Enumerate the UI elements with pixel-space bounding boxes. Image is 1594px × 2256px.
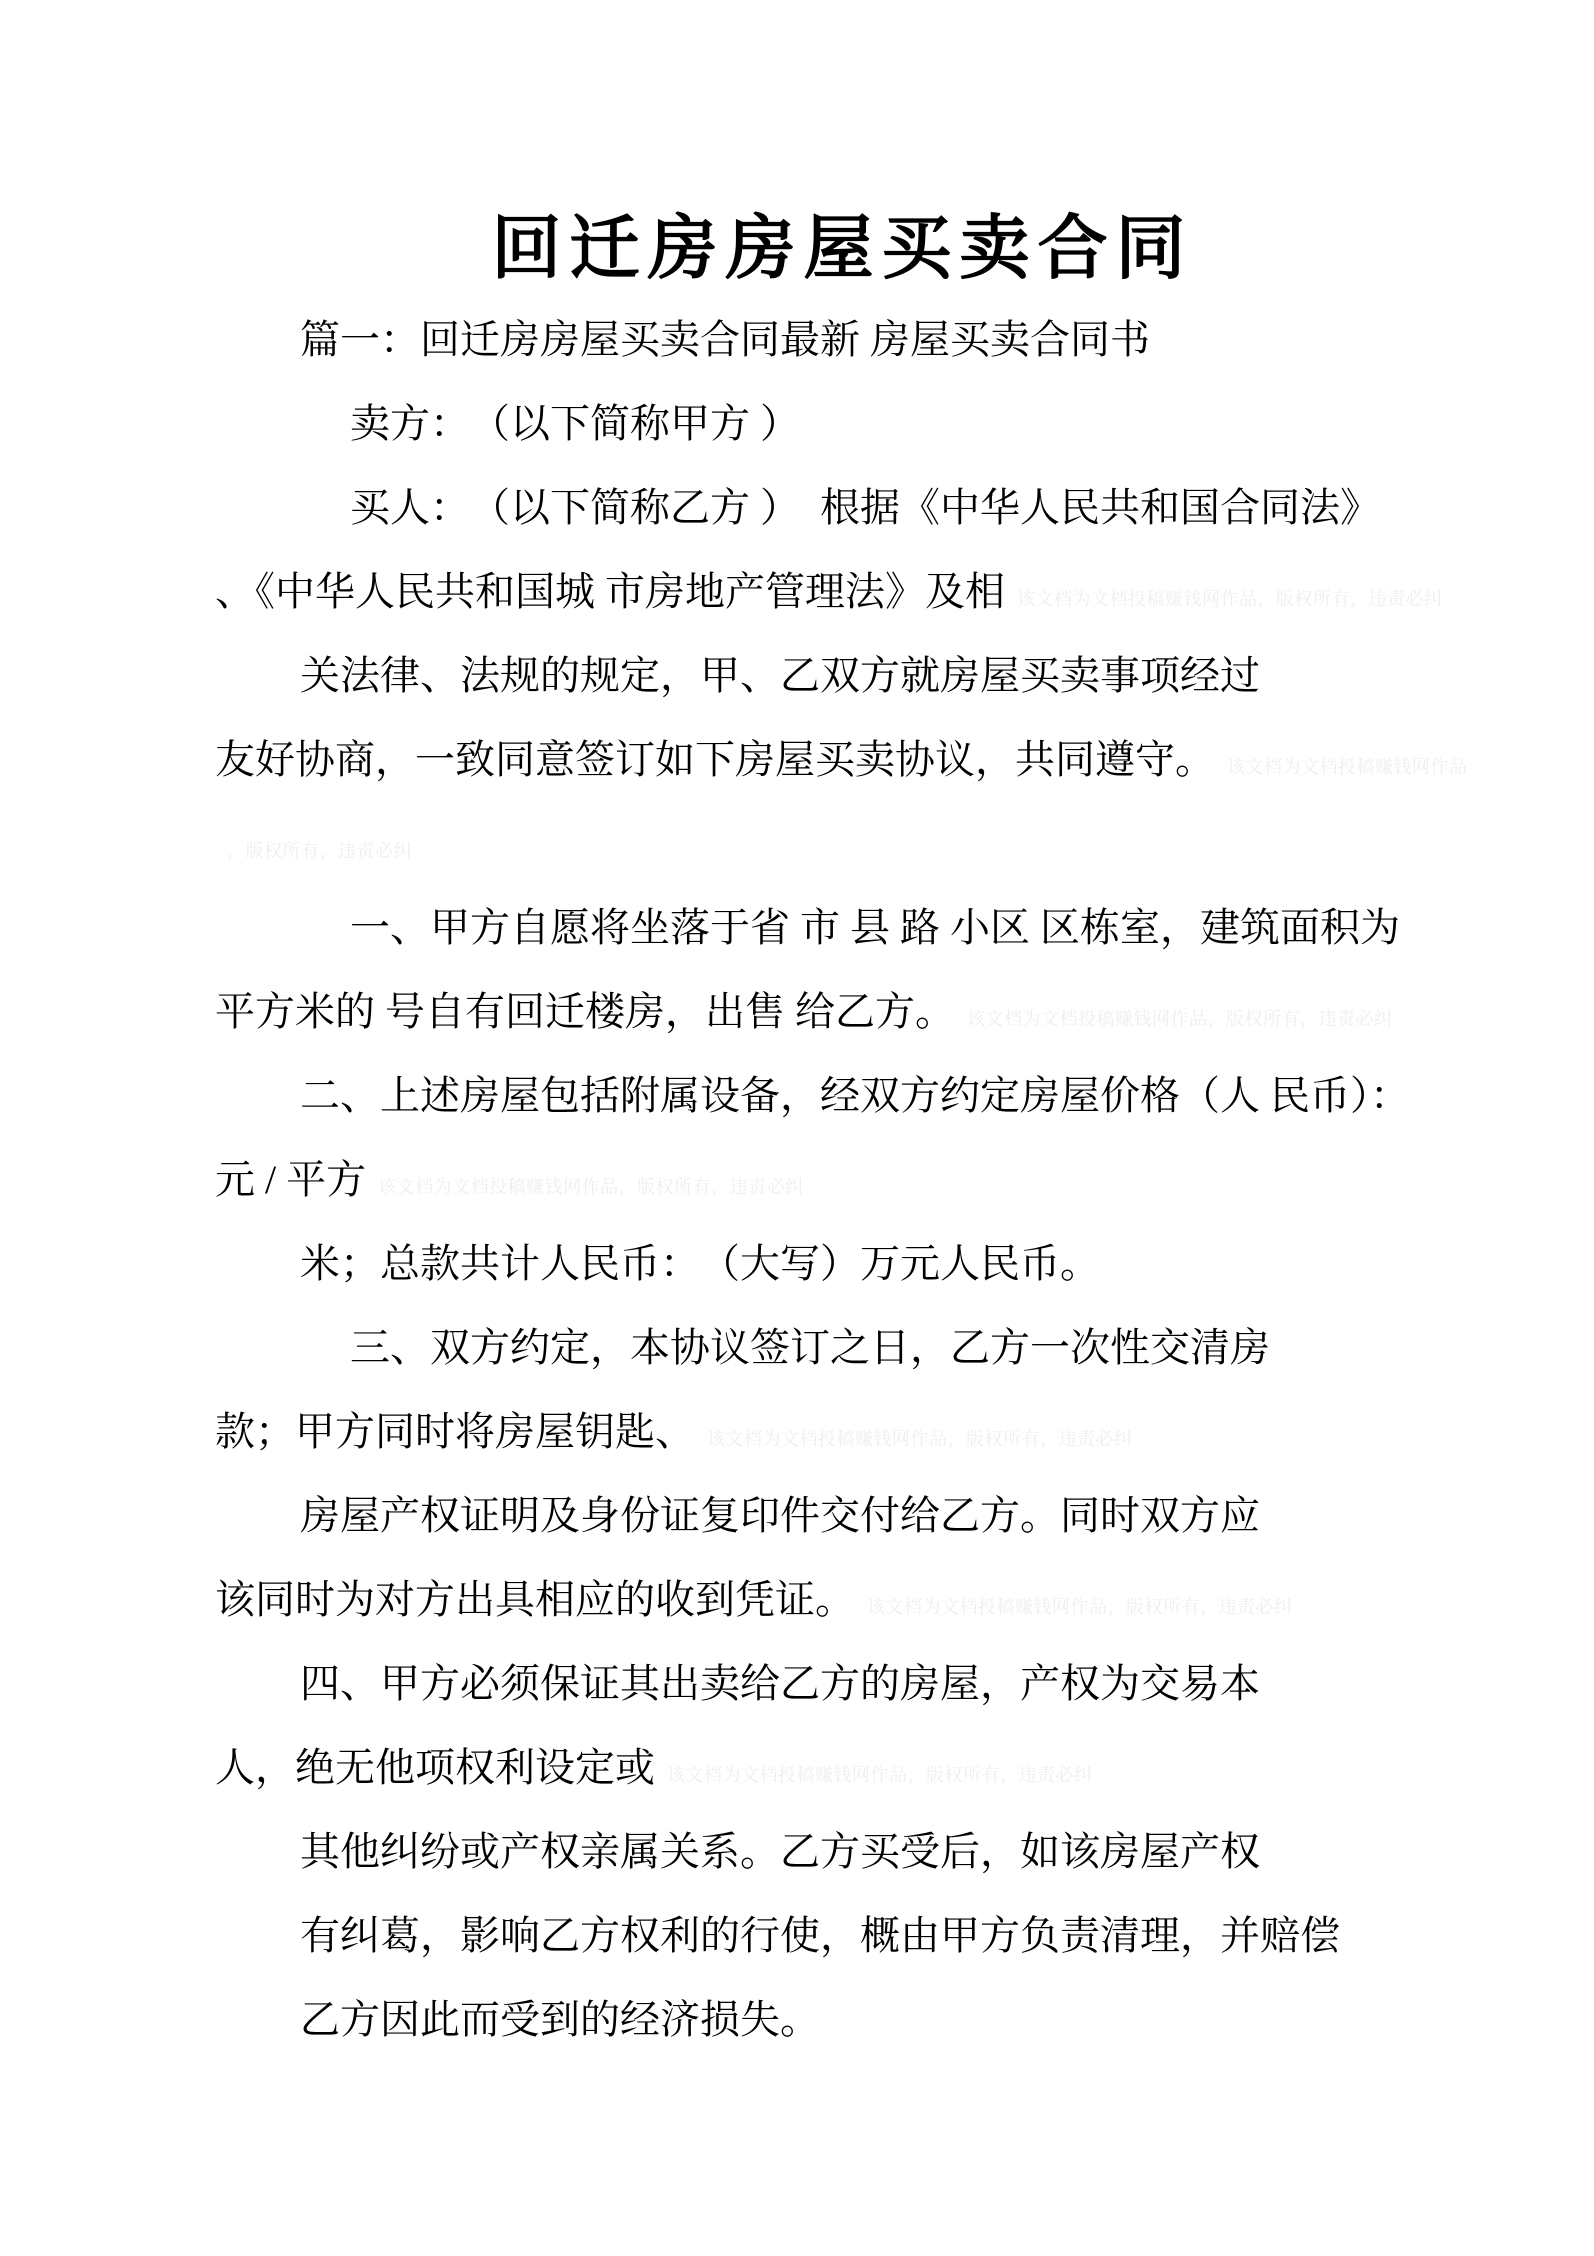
line-text: 二、上述房屋包括附属设备，经双方约定房屋价格（人 民币）： [300, 1073, 1410, 1118]
line-text: 、《中华人民共和国城 市房地产管理法》及相 [215, 569, 1005, 614]
watermark-text: 该文档为文档投稿赚钱网作品，版权所有，违责必纠 [1017, 589, 1443, 609]
line-text: 篇一：回迁房房屋买卖合同最新 房屋买卖合同书 [300, 317, 1150, 362]
text-line [215, 1558, 1594, 1642]
line-text: 乙方因此而受到的经济损失。 [300, 1997, 820, 2042]
watermark-text: 该文档为文档投稿赚钱网作品 [1227, 757, 1468, 777]
text-line [215, 298, 1594, 382]
line-text: 元 / 平方 [215, 1157, 367, 1202]
text-line [215, 886, 1594, 970]
text-line [215, 1894, 1594, 1978]
watermark-text: 该文档为文档投稿赚钱网作品，版权所有，违责必纠 [378, 1177, 804, 1197]
line-text: 该同时为对方出具相应的收到凭证。 [215, 1577, 855, 1622]
line-text: 米；总款共计人民币： （大写）万元人民币。 [300, 1241, 1100, 1286]
text-line [215, 1390, 1594, 1474]
document-title: 回迁房房屋买卖合同 [491, 209, 1194, 287]
line-text: 友好协商，一致同意签订如下房屋买卖协议，共同遵守。 [215, 737, 1215, 782]
text-line [215, 1138, 1594, 1222]
text-line [215, 802, 1594, 886]
text-line [215, 1054, 1594, 1138]
line-text: 平方米的 号自有回迁楼房，出售 给乙方。 [215, 989, 955, 1034]
text-line [215, 382, 1594, 466]
watermark-text: 该文档为文档投稿赚钱网作品，版权所有，违责必纠 [707, 1429, 1133, 1449]
line-text: 款；甲方同时将房屋钥匙、 [215, 1409, 695, 1454]
text-line [215, 466, 1594, 550]
text-line [215, 1726, 1594, 1810]
line-text: 买人： （以下简称乙方 ） 根据《中华人民共和国合同法》 [350, 485, 1380, 530]
line-text: 有纠葛，影响乙方权利的行使，概由甲方负责清理，并赔偿 [300, 1913, 1340, 1958]
line-text: 一、甲方自愿将坐落于省 市 县 路 小区 区栋室，建筑面积为 [350, 905, 1400, 950]
line-text: 房屋产权证明及身份证复印件交付给乙方。同时双方应 [300, 1493, 1260, 1538]
line-text: 三、双方约定，本协议签订之日，乙方一次性交清房 [350, 1325, 1270, 1370]
line-text: 其他纠纷或产权亲属关系。乙方买受后，如该房屋产权 [300, 1829, 1260, 1874]
line-text: 关法律、法规的规定，甲、乙双方就房屋买卖事项经过 [300, 653, 1260, 698]
line-text: 四、甲方必须保证其出卖给乙方的房屋，产权为交易本 [300, 1661, 1260, 1706]
watermark-text: 该文档为文档投稿赚钱网作品，版权所有，违责必纠 [867, 1597, 1293, 1617]
text-line [215, 970, 1594, 1054]
text-line [215, 1642, 1594, 1726]
line-text: 卖方： （以下简称甲方 ） [350, 401, 800, 446]
text-line [215, 550, 1594, 634]
watermark-text: 该文档为文档投稿赚钱网作品，版权所有，违责必纠 [667, 1765, 1093, 1785]
text-line [215, 634, 1594, 718]
watermark-text: 该文档为文档投稿赚钱网作品，版权所有，违责必纠 [967, 1009, 1393, 1029]
line-text: 人，绝无他项权利设定或 [215, 1745, 655, 1790]
document-body [215, 298, 1594, 2062]
text-line [215, 1978, 1594, 2062]
text-line [215, 1474, 1594, 1558]
watermark-text: ，版权所有，违责必纠 [227, 841, 412, 861]
text-line [215, 1222, 1594, 1306]
text-line [215, 718, 1594, 802]
text-line [215, 1306, 1594, 1390]
text-line [215, 1810, 1594, 1894]
